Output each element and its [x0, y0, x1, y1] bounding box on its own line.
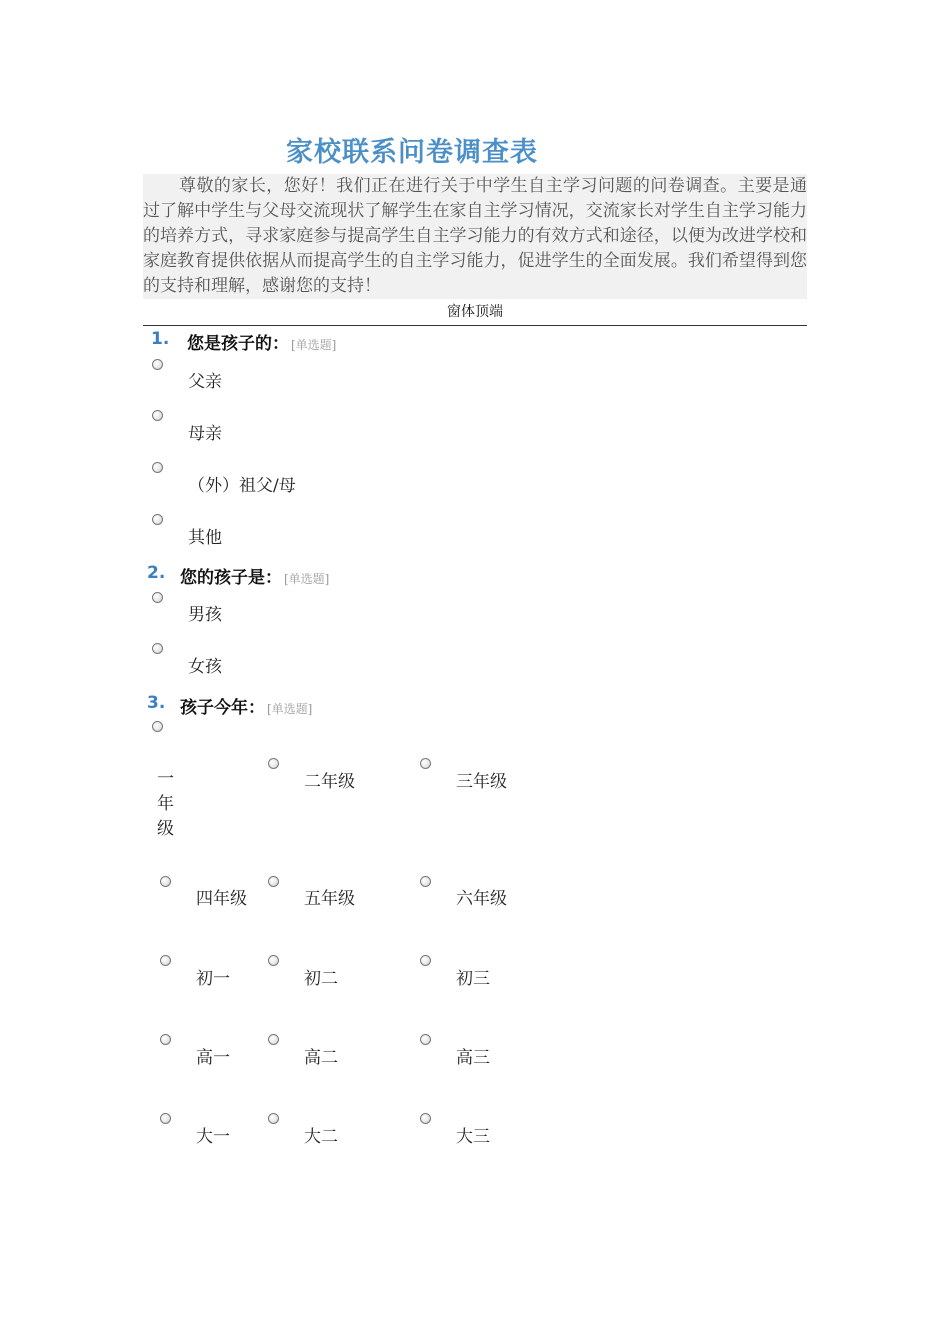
question-3-heading [180, 693, 312, 718]
option-grade-6: 六年级 [456, 889, 507, 909]
radio-grade-3[interactable] [420, 758, 431, 769]
option-grade-4: 四年级 [196, 889, 247, 909]
radio-grade-5[interactable] [268, 876, 279, 887]
question-3-number: 3. [147, 693, 166, 713]
option-senior-3: 高三 [456, 1048, 490, 1068]
radio-college-1[interactable] [160, 1113, 171, 1124]
option-junior-1: 初一 [196, 969, 230, 989]
radio-senior-2[interactable] [268, 1034, 279, 1045]
radio-father[interactable] [152, 359, 163, 370]
option-grade-3: 三年级 [456, 772, 507, 792]
option-college-3: 大三 [456, 1127, 490, 1147]
question-1-text: 您是孩子的： [187, 334, 289, 354]
radio-grade-6[interactable] [420, 876, 431, 887]
question-2-heading [180, 563, 329, 588]
option-mother: 母亲 [188, 424, 222, 444]
option-father: 父亲 [188, 372, 222, 392]
radio-grade-2[interactable] [268, 758, 279, 769]
question-1-number: 1. [151, 329, 170, 349]
radio-senior-1[interactable] [160, 1034, 171, 1045]
radio-college-2[interactable] [268, 1113, 279, 1124]
option-other: 其他 [188, 528, 222, 548]
radio-other[interactable] [152, 514, 163, 525]
option-grandparent: （外）祖父/母 [188, 476, 296, 496]
option-grade-2: 二年级 [304, 772, 355, 792]
intro-paragraph [143, 174, 807, 299]
radio-grandparent[interactable] [152, 462, 163, 473]
radio-junior-3[interactable] [420, 955, 431, 966]
radio-boy[interactable] [152, 592, 163, 603]
option-girl: 女孩 [188, 657, 222, 677]
page-title: 家校联系问卷调查表 [286, 137, 538, 168]
radio-junior-2[interactable] [268, 955, 279, 966]
option-grade-1: 一年级 [157, 769, 174, 839]
radio-junior-1[interactable] [160, 955, 171, 966]
radio-grade-1[interactable] [152, 721, 163, 732]
radio-grade-4[interactable] [160, 876, 171, 887]
radio-college-3[interactable] [420, 1113, 431, 1124]
question-2-number: 2. [147, 563, 166, 583]
question-3-type: [单选题] [267, 702, 313, 716]
intro-text: 尊敬的家长，您好！我们正在进行关于中学生自主学习问题的问卷调查。主要是通过了解中学生与父母交流现状了解学生在家自主学习情况，交流家长对学生自主学习能力的培养方式，寻求家庭参与提高学生自主学习能力的有效方式和途径，以便为改进学校和家庭教育提供依据从而提高学生的自主学习能力，促进学生的全面发展。我们希望得到您的支持和理解，感谢您的支持！ [143, 176, 807, 296]
radio-mother[interactable] [152, 410, 163, 421]
radio-senior-3[interactable] [420, 1034, 431, 1045]
question-2-type: [单选题] [284, 572, 330, 586]
radio-girl[interactable] [152, 643, 163, 654]
option-college-2: 大二 [304, 1127, 338, 1147]
question-3-text: 孩子今年： [180, 698, 265, 718]
option-junior-3: 初三 [456, 969, 490, 989]
option-senior-1: 高一 [196, 1048, 230, 1068]
option-senior-2: 高二 [304, 1048, 338, 1068]
question-1-type: [单选题] [291, 338, 337, 352]
option-college-1: 大一 [196, 1127, 230, 1147]
option-junior-2: 初二 [304, 969, 338, 989]
question-1-heading [187, 329, 336, 354]
option-boy: 男孩 [188, 605, 222, 625]
option-grade-5: 五年级 [304, 889, 355, 909]
question-2-text: 您的孩子是： [180, 568, 282, 588]
form-top-label: 窗体顶端 [143, 301, 807, 326]
